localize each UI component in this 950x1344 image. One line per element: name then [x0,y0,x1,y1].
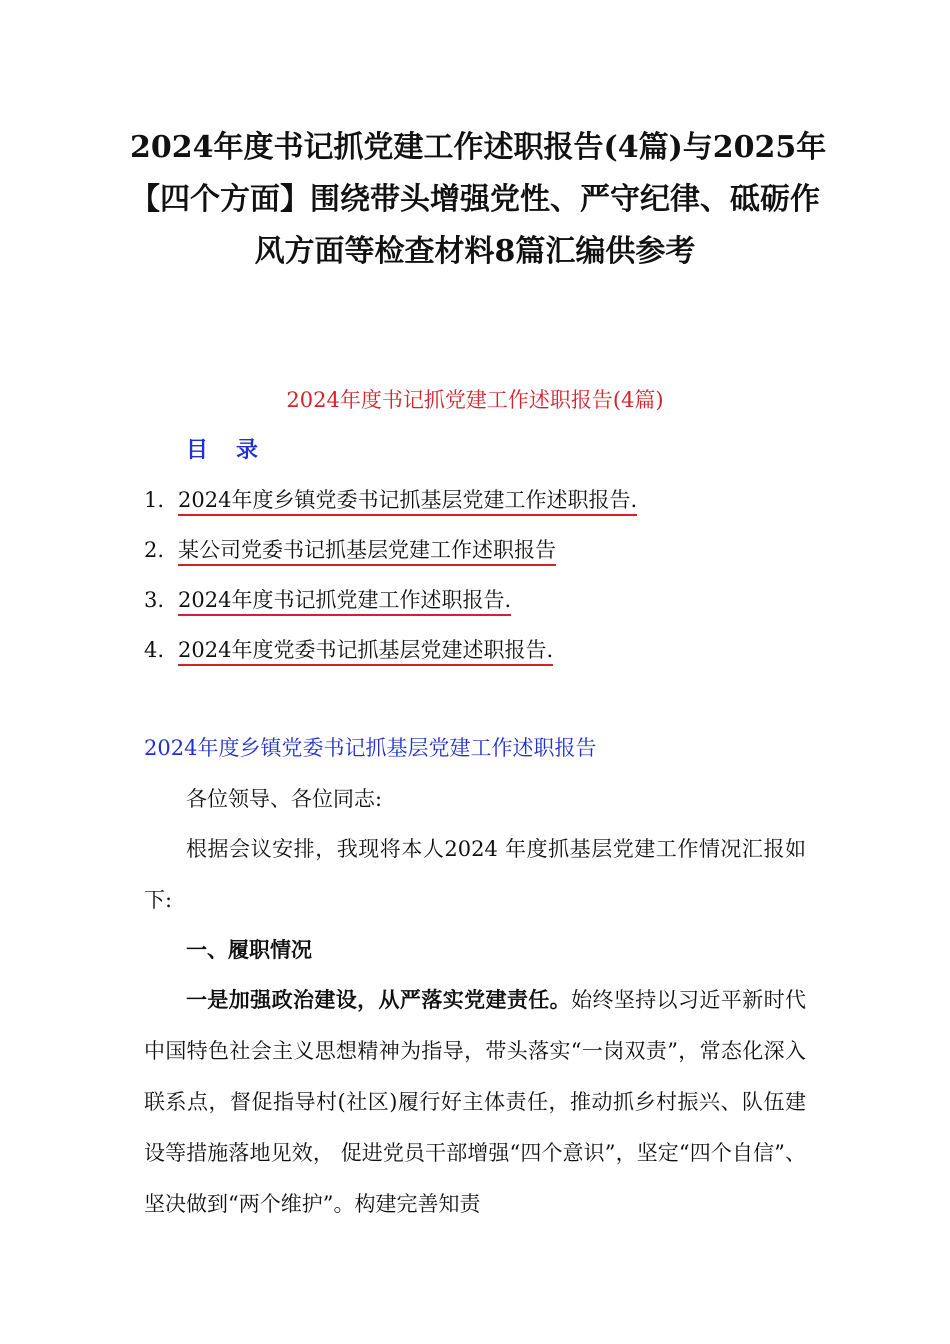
toc-item[interactable] [144,534,556,566]
title-line-3: 风方面等检查材料8篇汇编供参考 [254,234,696,269]
toc-item-link[interactable]: 2024年度书记抓党建工作述职报告. [178,588,511,616]
body-paragraph [144,974,806,1230]
toc-item[interactable] [144,634,553,666]
toc-item-link[interactable]: 2024年度党委书记抓基层党建述职报告. [178,638,553,666]
toc-item-number: 1. [144,488,165,512]
intro-paragraph: 根据会议安排，我现将本人2024 年度抓基层党建工作情况汇报如下: [144,837,806,912]
title-line-1: 2024年度书记抓党建工作述职报告(4篇)与2025年 [130,130,827,165]
title-line-2: 【四个方面】围绕带头增强党性、严守纪律、砥砺作 [130,182,820,217]
section-heading: 一、履职情况 [186,937,312,962]
greeting: 各位领导、各位同志: [186,787,383,811]
toc-item[interactable] [144,484,637,516]
toc-item-number: 4. [144,638,165,662]
toc-item-link[interactable]: 2024年度乡镇党委书记抓基层党建工作述职报告. [178,488,637,516]
paragraph-text: 始终坚持以习近平新时代中国特色社会主义思想精神为指导，带头落实“一岗双责”，常态化深入联系点，督促指导村(社区)履行好主体责任，推动抓乡村振兴、队伍建设等措施落地见效， 促进党员干部增强“四个意识”，坚定“四个自信”、坚决做到“两个维护”。构建完善知责 [144,988,807,1216]
toc-item-number: 2. [144,538,165,562]
toc-item[interactable] [144,584,511,616]
toc-item-link[interactable]: 某公司党委书记抓基层党建工作述职报告 [178,538,556,566]
document-title [130,122,827,278]
toc-heading: 目录 [186,437,287,463]
section-title: 2024年度乡镇党委书记抓基层党建工作述职报告 [144,736,597,760]
paragraph-lead: 一是加强政治建设，从严落实党建责任。 [186,987,572,1012]
subtitle: 2024年度书记抓党建工作述职报告(4篇) [286,388,664,412]
toc-item-number: 3. [144,588,165,612]
